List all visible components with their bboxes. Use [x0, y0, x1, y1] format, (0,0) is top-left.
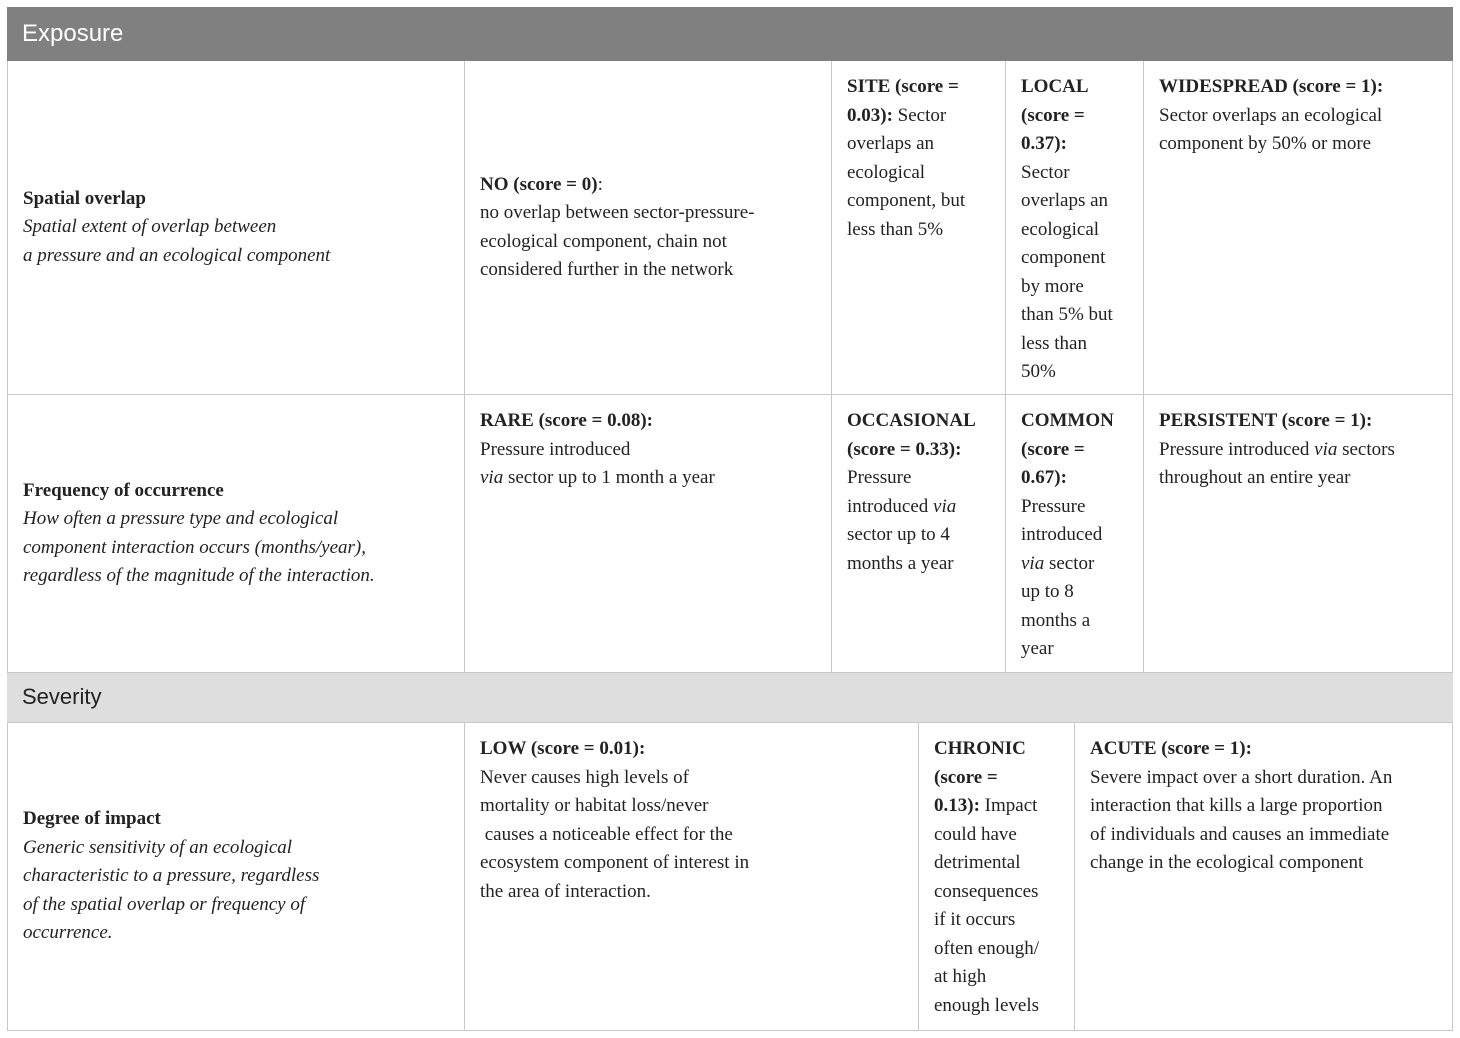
section-header-exposure: [7, 7, 1453, 61]
score-text: causes a noticeable effect for the: [480, 823, 733, 845]
criterion-description: How often a pressure type and ecological: [23, 508, 339, 529]
criterion-description: occurrence.: [23, 922, 113, 944]
score-text: less than 5%: [847, 218, 944, 240]
criterion-cell: [8, 61, 465, 394]
score-heading: PERSISTENT (score = 1):: [1159, 410, 1373, 431]
score-heading: (score =: [1021, 104, 1085, 126]
score-text: at high: [934, 966, 987, 987]
score-text: component: [1021, 247, 1106, 268]
score-text: Severe impact over a short duration. An: [1090, 766, 1393, 788]
score-heading: OCCASIONAL: [847, 410, 976, 431]
score-text: 50%: [1021, 361, 1056, 382]
table-row-degree-of-impact: [7, 723, 1453, 1031]
score-heading: (score = 0.33):: [847, 438, 962, 460]
scoring-table: [7, 7, 1453, 1031]
score-heading: (score =: [1021, 438, 1085, 460]
score-text: component by 50% or more: [1159, 133, 1372, 154]
score-cell-persistent: [1143, 395, 1453, 672]
criterion-description: of the spatial overlap or frequency of: [23, 893, 306, 915]
score-heading: LOCAL: [1021, 76, 1089, 97]
score-text: Sector: [1021, 161, 1070, 183]
score-cell-widespread: [1143, 61, 1453, 394]
score-heading: ACUTE (score = 1):: [1090, 738, 1252, 759]
score-text: considered further in the network: [480, 259, 734, 280]
criterion-description: regardless of the magnitude of the interaction.: [23, 565, 375, 586]
score-text: ecological component, chain not: [480, 230, 727, 252]
score-text: often enough/: [934, 937, 1040, 959]
score-text: via sector up to 1 month a year: [480, 467, 715, 488]
score-text: Pressure: [847, 467, 912, 488]
score-text: ecological: [1021, 218, 1100, 240]
score-text: Never causes high levels of: [480, 766, 689, 788]
criterion-description: Generic sensitivity of an ecological: [23, 836, 293, 858]
score-text: via sector: [1021, 552, 1095, 574]
score-text: Pressure: [1021, 495, 1086, 517]
score-cell-occasional: [831, 395, 1006, 672]
score-text: overlaps an: [1021, 190, 1109, 211]
section-title: Severity: [22, 684, 102, 710]
score-cell-low: [464, 723, 918, 1030]
score-text: than 5% but: [1021, 304, 1113, 325]
score-text: mortality or habitat loss/never: [480, 795, 709, 816]
score-text: Pressure introduced via sectors: [1159, 438, 1395, 460]
score-text: up to 8: [1021, 581, 1074, 602]
criterion-title: Degree of impact: [23, 808, 161, 830]
score-cell-no: [464, 61, 831, 394]
score-text: introduced: [1021, 524, 1103, 545]
score-heading: (score =: [934, 766, 998, 788]
score-text: sector up to 4: [847, 524, 950, 545]
score-text: of individuals and causes an immediate: [1090, 823, 1390, 845]
score-heading: COMMON: [1021, 410, 1114, 431]
score-heading: 0.37):: [1021, 133, 1067, 154]
criterion-title: Frequency of occurrence: [23, 479, 224, 501]
score-text: interaction that kills a large proportion: [1090, 795, 1383, 816]
score-heading: WIDESPREAD (score = 1):: [1159, 76, 1384, 97]
score-text: if it occurs: [934, 909, 1016, 930]
score-text: component, but: [847, 190, 966, 211]
criterion-cell: [8, 723, 465, 1030]
criterion-description: component interaction occurs (months/year),: [23, 536, 366, 558]
score-text: introduced via: [847, 495, 957, 517]
score-text: Pressure introduced: [480, 438, 631, 460]
score-text: ecosystem component of interest in: [480, 852, 750, 873]
score-heading: 0.67):: [1021, 467, 1067, 488]
score-text: no overlap between sector-pressure-: [480, 202, 755, 223]
score-text: throughout an entire year: [1159, 467, 1351, 488]
table-row-frequency: [7, 395, 1453, 672]
score-cell-acute: [1074, 723, 1453, 1030]
criterion-description: Spatial extent of overlap between: [23, 216, 277, 238]
score-text: by more: [1021, 275, 1084, 297]
criterion-title: Spatial overlap: [23, 187, 146, 209]
score-text: enough levels: [934, 994, 1040, 1016]
score-heading: RARE (score = 0.08):: [480, 410, 653, 431]
section-title: Exposure: [22, 19, 124, 47]
score-heading: LOW (score = 0.01):: [480, 738, 646, 759]
table-row-spatial-overlap: [7, 61, 1453, 395]
score-cell-common: [1005, 395, 1144, 672]
score-text: detrimental: [934, 852, 1021, 873]
score-text: change in the ecological component: [1090, 852, 1364, 873]
score-cell-rare: [464, 395, 831, 672]
score-text: months a: [1021, 609, 1091, 631]
score-text: consequences: [934, 880, 1039, 902]
score-text: overlaps an: [847, 133, 935, 154]
criterion-description: a pressure and an ecological component: [23, 244, 331, 266]
criterion-description: characteristic to a pressure, regardless: [23, 865, 320, 887]
score-text: could have: [934, 823, 1017, 845]
score-text: ecological: [847, 161, 926, 183]
score-cell-site: [831, 61, 1006, 394]
score-heading: 0.03): Sector: [847, 104, 947, 126]
score-heading: CHRONIC: [934, 738, 1026, 759]
score-cell-chronic: [918, 723, 1075, 1030]
score-heading: 0.13): Impact: [934, 795, 1038, 816]
score-text: less than: [1021, 332, 1087, 354]
score-heading: SITE (score =: [847, 76, 959, 97]
score-text: year: [1021, 638, 1054, 659]
score-heading: NO (score = 0):: [480, 173, 603, 195]
score-cell-local: [1005, 61, 1144, 394]
score-text: Sector overlaps an ecological: [1159, 104, 1383, 126]
score-text: months a year: [847, 552, 954, 574]
score-text: the area of interaction.: [480, 880, 651, 902]
section-header-severity: [7, 672, 1453, 723]
criterion-cell: [8, 395, 465, 672]
